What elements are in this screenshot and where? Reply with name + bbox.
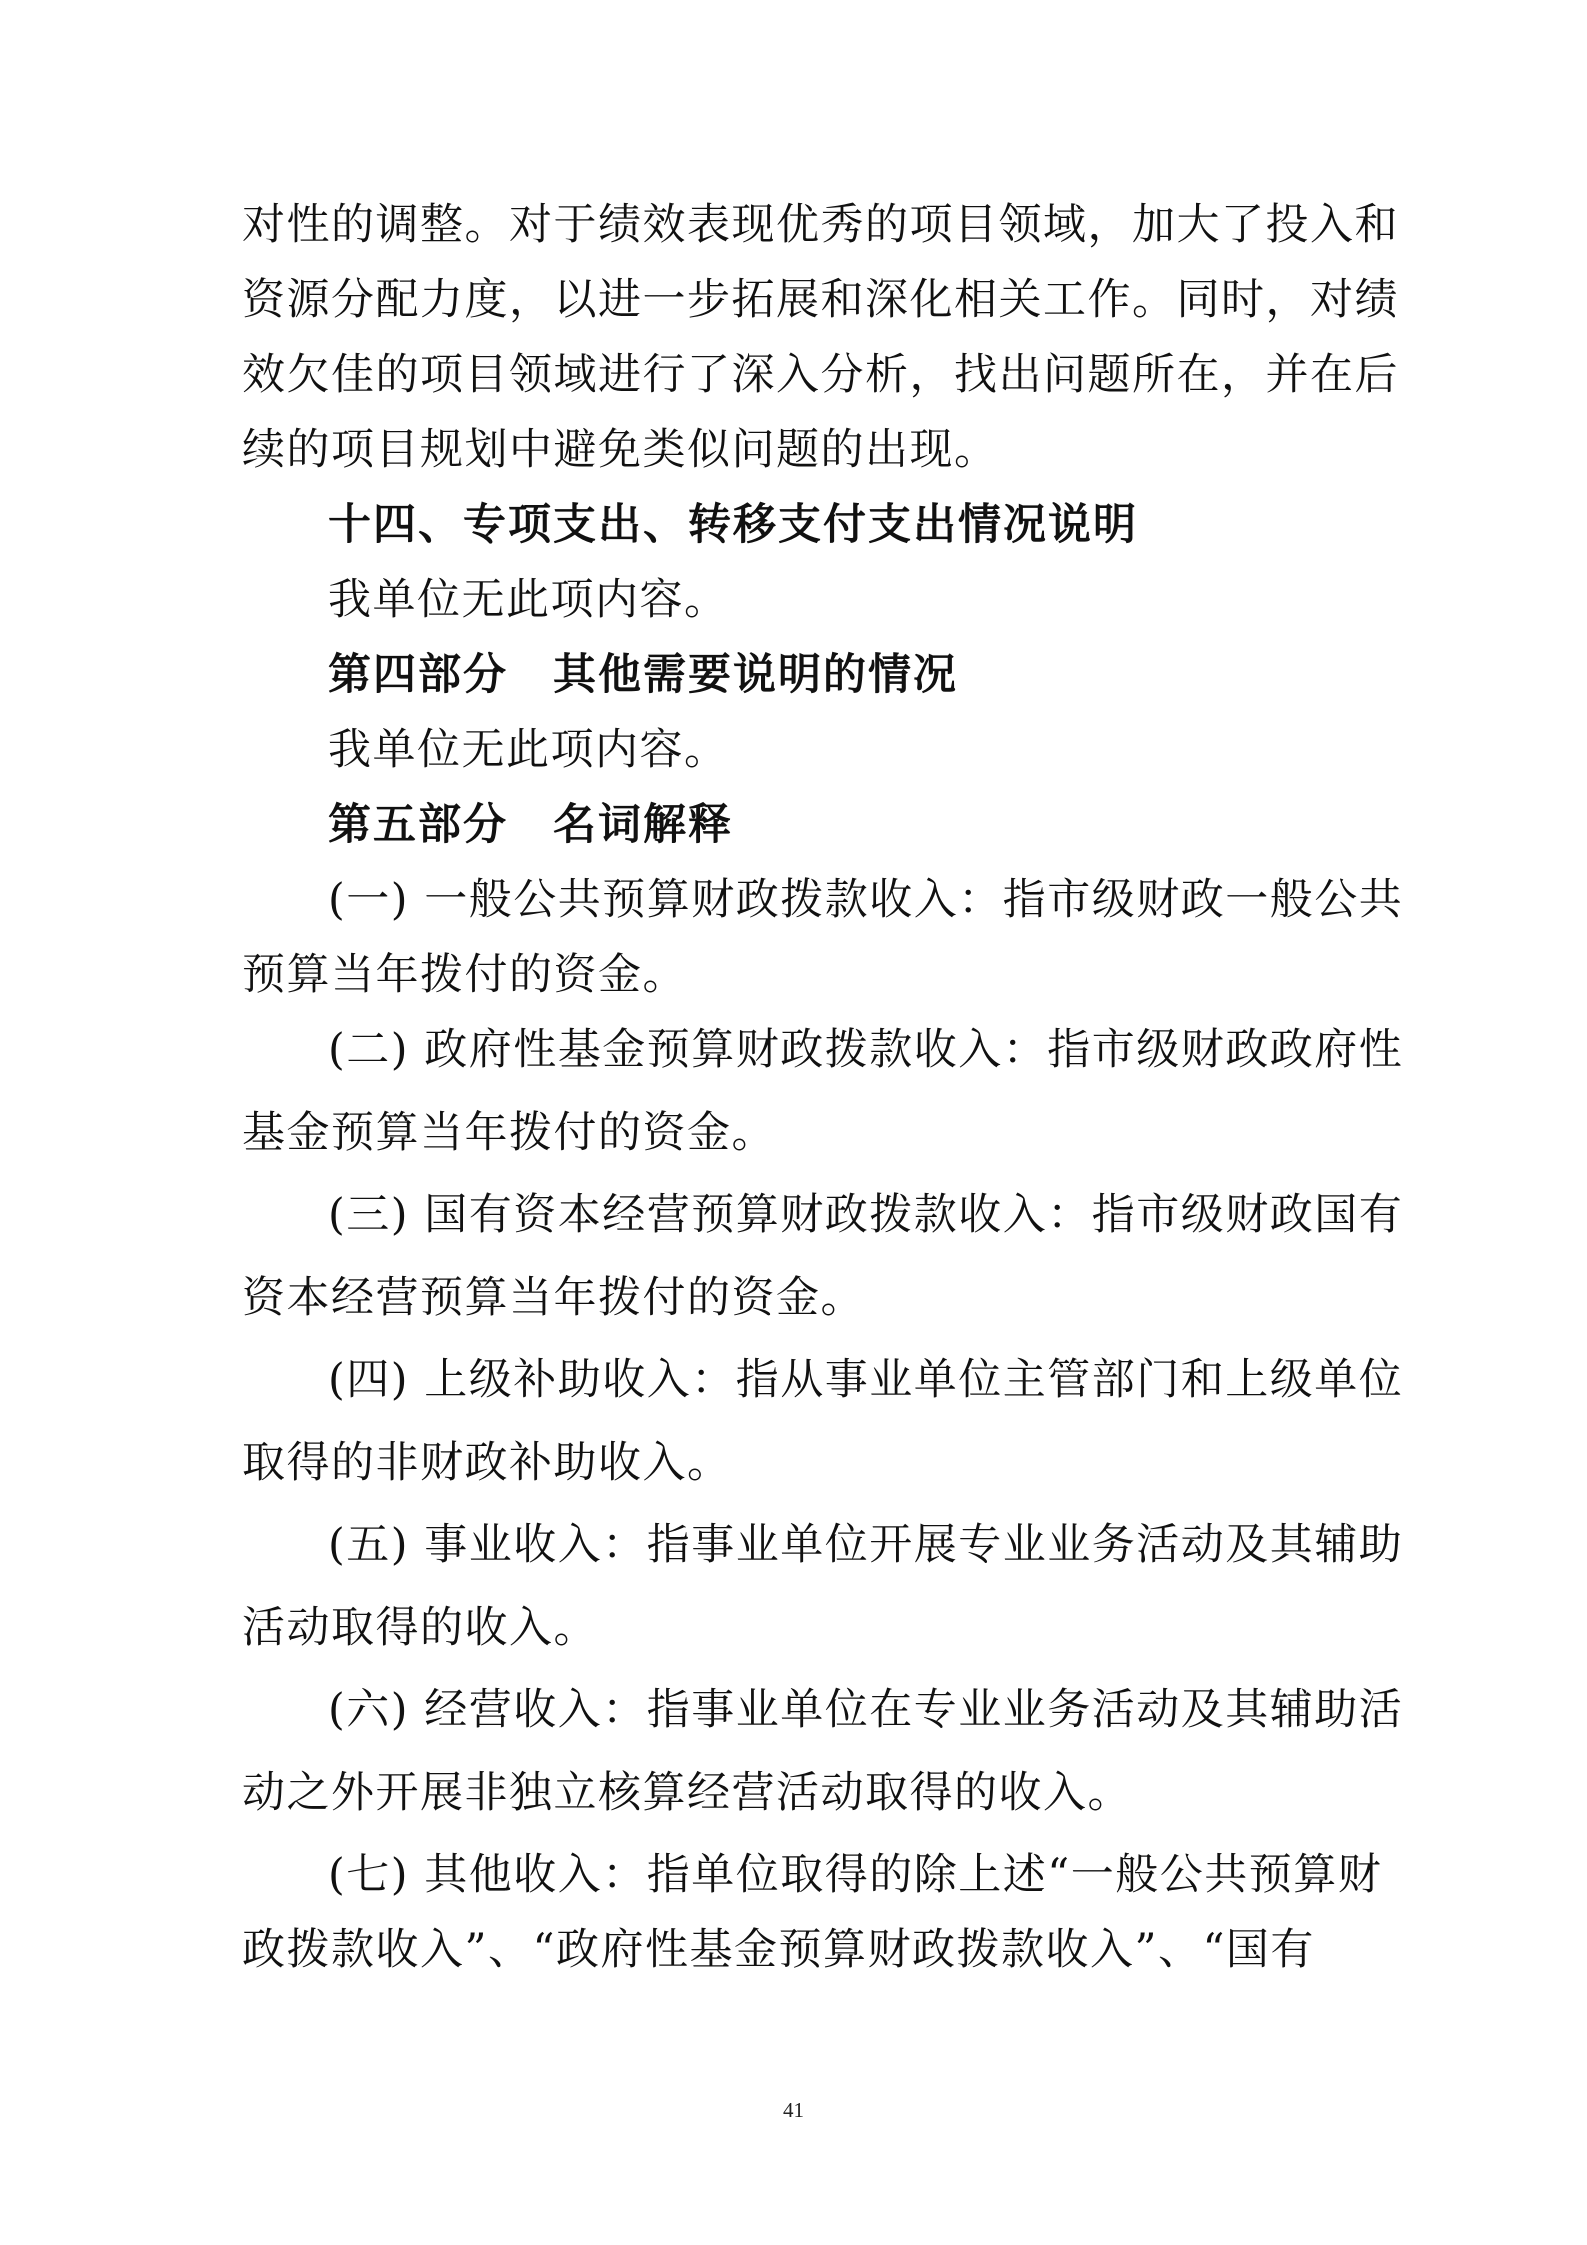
section-heading-part-four: 第四部分 其他需要说明的情况 bbox=[328, 650, 958, 700]
paragraph-line: 对性的调整。对于绩效表现优秀的项目领域，加大了投入和 bbox=[242, 200, 1399, 250]
definition-line: (四) 上级补助收入：指从事业单位主管部门和上级单位 bbox=[328, 1355, 1404, 1405]
definition-line: 基金预算当年拨付的资金。 bbox=[242, 1108, 776, 1158]
section-heading-part-five: 第五部分 名词解释 bbox=[328, 800, 733, 850]
page-number: 41 bbox=[783, 2098, 804, 2122]
paragraph-line: 我单位无此项内容。 bbox=[328, 575, 729, 625]
definition-line: (七) 其他收入：指单位取得的除上述“一般公共预算财 bbox=[328, 1850, 1383, 1900]
paragraph-line: 效欠佳的项目领域进行了深入分析，找出问题所在，并在后 bbox=[242, 350, 1399, 400]
definition-line: 政拨款收入”、“政府性基金预算财政拨款收入”、“国有 bbox=[242, 1925, 1315, 1975]
definition-line: 预算当年拨付的资金。 bbox=[242, 950, 687, 1000]
definition-line: 活动取得的收入。 bbox=[242, 1603, 598, 1653]
definition-line: (一) 一般公共预算财政拨款收入：指市级财政一般公共 bbox=[328, 875, 1404, 925]
definition-line: (五) 事业收入：指事业单位开展专业业务活动及其辅助 bbox=[328, 1520, 1404, 1570]
definition-line: (二) 政府性基金预算财政拨款收入：指市级财政政府性 bbox=[328, 1025, 1404, 1075]
paragraph-line: 资源分配力度，以进一步拓展和深化相关工作。同时，对绩 bbox=[242, 275, 1399, 325]
paragraph-line: 我单位无此项内容。 bbox=[328, 725, 729, 775]
document-body bbox=[242, 188, 1404, 1988]
paragraph-line: 续的项目规划中避免类似问题的出现。 bbox=[242, 425, 999, 475]
definition-line: 资本经营预算当年拨付的资金。 bbox=[242, 1273, 865, 1323]
definition-line: 取得的非财政补助收入。 bbox=[242, 1438, 732, 1488]
section-heading-special-expenditure: 十四、专项支出、转移支付支出情况说明 bbox=[328, 500, 1138, 550]
definition-line: (三) 国有资本经营预算财政拨款收入：指市级财政国有 bbox=[328, 1190, 1404, 1240]
definition-line: (六) 经营收入：指事业单位在专业业务活动及其辅助活 bbox=[328, 1685, 1404, 1735]
definition-line: 动之外开展非独立核算经营活动取得的收入。 bbox=[242, 1768, 1132, 1818]
